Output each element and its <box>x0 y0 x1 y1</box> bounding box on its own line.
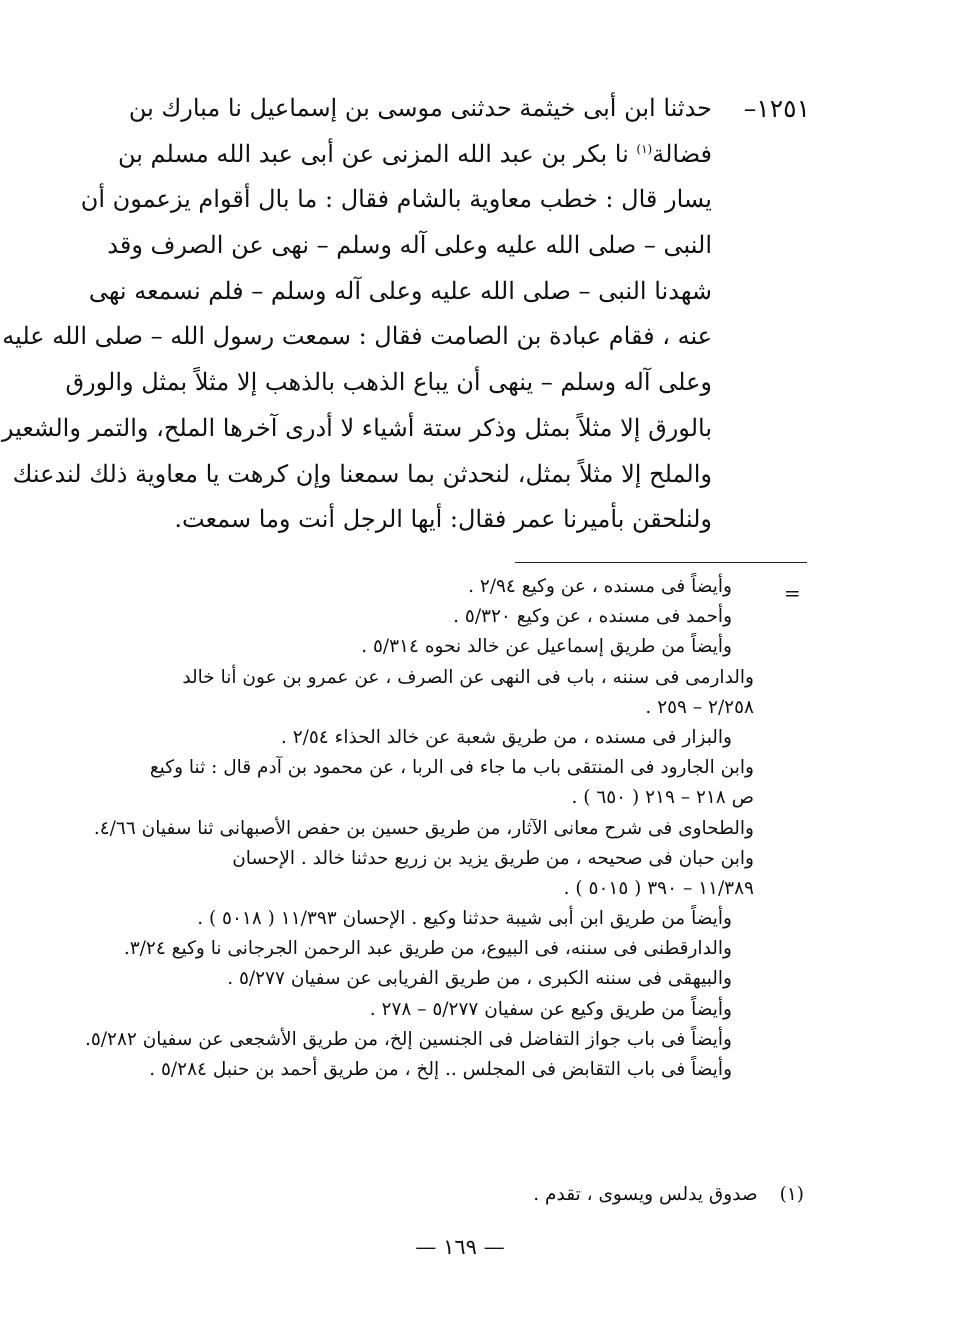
hadith-line: النبى – صلى الله عليه وعلى آله وسلم – نهى عن الصرف وقد <box>107 231 712 260</box>
footnote-one-text: صدوق يدلس ويسوى ، تقدم . <box>533 1184 758 1205</box>
hadith-line: شهدنا النبى – صلى الله عليه وعلى آله وسلم – فلم نسمعه نهى <box>88 276 712 305</box>
footnote-marker: (١) <box>779 1184 804 1205</box>
footnote-line: وأيضاً فى باب التقابض فى المجلس .. إلخ ، من طريق أحمد بن حنبل ٥/٢٨٤ . <box>149 1059 732 1080</box>
hadith-line: يسار قال : خطب معاوية بالشام فقال : ما بال أقوام يزعمون أن <box>80 185 712 214</box>
footnote-line: والدارقطنى فى سننه، فى البيوع، من طريق عبد الرحمن الجرجانى نا وكيع ٣/٢٤. <box>123 938 732 960</box>
hadith-line: والملح إلا مثلاً بمثل، لنحدثن بما سمعنا وإن كرهت يا معاوية ذلك لندعنك <box>12 459 712 488</box>
footnote-one <box>440 1180 804 1210</box>
footnote-line: وابن حبان فى صحيحه ، من طريق يزيد بن زريع حدثنا خالد . الإحسان <box>232 847 754 869</box>
footnote-line: ٢/٢٥٨ – ٢٥٩ . <box>645 696 754 718</box>
continuation-mark: = <box>784 581 801 605</box>
footnote-line: ص ٢١٨ – ٢١٩ ( ٦٥٠ ) . <box>571 787 754 809</box>
hadith-line: عنه ، فقام عبادة بن الصامت فقال : سمعت رسول الله – صلى الله عليه <box>2 322 712 351</box>
footnote-line: والبزار فى مسنده ، من طريق شعبة عن خالد الحذاء ٢/٥٤ . <box>280 726 732 748</box>
hadith-line: ولنلحقن بأميرنا عمر فقال: أيها الرجل أنت وما سمعت. <box>174 505 712 534</box>
footnote-line: ١١/٣٨٩ – ٣٩٠ ( ٥٠١٥ ) . <box>563 877 754 899</box>
footnote-line: والطحاوى فى شرح معانى الآثار، من طريق حسين بن حفص الأصبهانى ثنا سفيان ٤/٦٦. <box>93 817 754 839</box>
footnote-line: وأيضاً فى باب جواز التفاضل فى الجنسين إلخ، من طريق الأشجعى عن سفيان ٥/٢٨٢. <box>84 1028 732 1050</box>
footnotes <box>84 572 754 1085</box>
footnote-line: وأيضاً من طريق وكيع عن سفيان ٥/٢٧٧ – ٢٧٨ . <box>369 998 732 1020</box>
hadith-line-part: فضالة <box>652 139 712 168</box>
hadith-line: حدثنا ابن أبى خيثمة حدثنى موسى بن إسماعيل نا مبارك بن <box>128 94 712 122</box>
footnote-line: وأحمد فى مسنده ، عن وكيع ٥/٣٢٠ . <box>453 606 732 628</box>
footnote-line: وأيضاً فى مسنده ، عن وكيع ٢/٩٤ . <box>468 576 732 597</box>
footnote-line: وابن الجارود فى المنتقى باب ما جاء فى الربا ، عن محمود بن آدم قال : ثنا وكيع <box>149 757 754 779</box>
footnote-line: والدارمى فى سننه ، باب فى النهى عن الصرف ، عن عمرو بن عون أنا خالد <box>182 666 754 688</box>
hadith-line: بالورق إلا مثلاً بمثل وذكر ستة أشياء لا أدرى آخرها الملح، والتمر والشعير <box>1 413 712 442</box>
hadith-number: ١٢٥١– <box>743 94 810 123</box>
page-number: — ١٦٩ — <box>415 1235 505 1259</box>
footnote-line: وأيضاً من طريق ابن أبى شيبة حدثنا وكيع . الإحسان ١١/٣٩٣ ( ٥٠١٨ ) . <box>197 908 732 930</box>
hadith-line-part: نا بكر بن عبد الله المزنى عن أبى عبد الله مسلم بن <box>117 139 629 168</box>
hadith-line <box>100 132 712 178</box>
footnote-line: والبيهقى فى سننه الكبرى ، من طريق الفريابى عن سفيان ٥/٢٧٧ . <box>227 968 732 990</box>
footnote-ref[interactable]: (١) <box>636 141 653 156</box>
footnote-divider <box>515 562 807 563</box>
hadith-line: وعلى آله وسلم – ينهى أن يباع الذهب بالذهب إلا مثلاً بمثل والورق <box>65 368 712 397</box>
footnote-line: وأيضاً من طريق إسماعيل عن خالد نحوه ٥/٣١٤ . <box>361 636 732 658</box>
hadith-text <box>1 86 810 543</box>
